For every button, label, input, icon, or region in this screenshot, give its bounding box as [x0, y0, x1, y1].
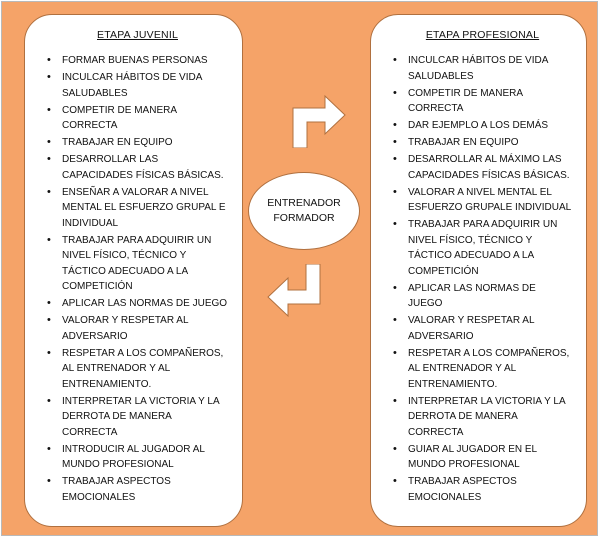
center-label-line1: ENTRENADOR: [267, 197, 341, 209]
list-item: • RESPETAR A LOS COMPAÑEROS, AL ENTRENADOR Y AL ENTRENAMIENTO.: [47, 346, 228, 393]
etapa-profesional-list: [393, 53, 572, 505]
list-item: • INTERPRETAR LA VICTORIA Y LA DERROTA DE MANERA CORRECTA: [47, 394, 228, 441]
center-label-line2: FORMADOR: [273, 212, 335, 224]
down-left-arrow-icon: [266, 264, 326, 324]
list-item: • COMPETIR DE MANERA CORRECTA: [393, 86, 572, 117]
list-item: • RESPETAR A LOS COMPAÑEROS, AL ENTRENADOR Y AL ENTRENAMIENTO.: [393, 346, 572, 393]
list-item: • TRABAJAR EN EQUIPO: [47, 135, 228, 151]
up-right-arrow-icon: [287, 88, 347, 148]
list-item: • VALORAR Y RESPETAR AL ADVERSARIO: [47, 313, 228, 344]
list-item: • INTRODUCIR AL JUGADOR AL MUNDO PROFESIONAL: [47, 442, 228, 473]
list-item: • APLICAR LAS NORMAS DE JUEGO: [47, 296, 228, 312]
list-item: • TRABAJAR EN EQUIPO: [393, 135, 572, 151]
etapa-profesional-title: ETAPA PROFESIONAL: [425, 29, 540, 41]
etapa-profesional-panel: [370, 14, 587, 527]
etapa-juvenil-list: [47, 53, 228, 505]
list-item: • FORMAR BUENAS PERSONAS: [47, 53, 228, 69]
list-item: • COMPETIR DE MANERA CORRECTA: [47, 103, 228, 134]
list-item: • DESARROLLAR LAS CAPACIDADES FÍSICAS BÁSICAS.: [47, 152, 228, 183]
list-item: • VALORAR A NIVEL MENTAL EL ESFUERZO GRUPALE INDIVIDUAL: [393, 185, 572, 216]
list-item: • GUIAR AL JUGADOR EN EL MUNDO PROFESIONAL: [393, 442, 572, 473]
etapa-juvenil-panel: [24, 14, 243, 527]
list-item: • TRABAJAR ASPECTOS EMOCIONALES: [47, 474, 228, 505]
list-item: • TRABAJAR ASPECTOS EMOCIONALES: [393, 474, 572, 505]
entrenador-formador-ellipse: [248, 172, 360, 250]
list-item: • DESARROLLAR AL MÁXIMO LAS CAPACIDADES FÍSICAS BÁSICAS.: [393, 152, 572, 183]
etapa-juvenil-title: ETAPA JUVENIL: [97, 29, 178, 41]
list-item: • VALORAR Y RESPETAR AL ADVERSARIO: [393, 313, 572, 344]
list-item: • ENSEÑAR A VALORAR A NIVEL MENTAL EL ESFUERZO GRUPAL E INDIVIDUAL: [47, 185, 228, 232]
list-item: • INTERPRETAR LA VICTORIA Y LA DERROTA DE MANERA CORRECTA: [393, 394, 572, 441]
list-item: • TRABAJAR PARA ADQUIRIR UN NIVEL FÍSICO, TÉCNICO Y TÁCTICO ADECUADO A LA COMPETICIÓN: [47, 233, 228, 295]
list-item: • DAR EJEMPLO A LOS DEMÁS: [393, 118, 572, 134]
list-item: • APLICAR LAS NORMAS DE JUEGO: [393, 281, 572, 312]
list-item: • INCULCAR HÁBITOS DE VIDA SALUDABLES: [393, 53, 572, 84]
list-item: • TRABAJAR PARA ADQUIRIR UN NIVEL FÍSICO, TÉCNICO Y TÁCTICO ADECUADO A LA COMPETICIÓN: [393, 217, 572, 279]
diagram-background: [1, 1, 598, 536]
list-item: • INCULCAR HÁBITOS DE VIDA SALUDABLES: [47, 70, 228, 101]
